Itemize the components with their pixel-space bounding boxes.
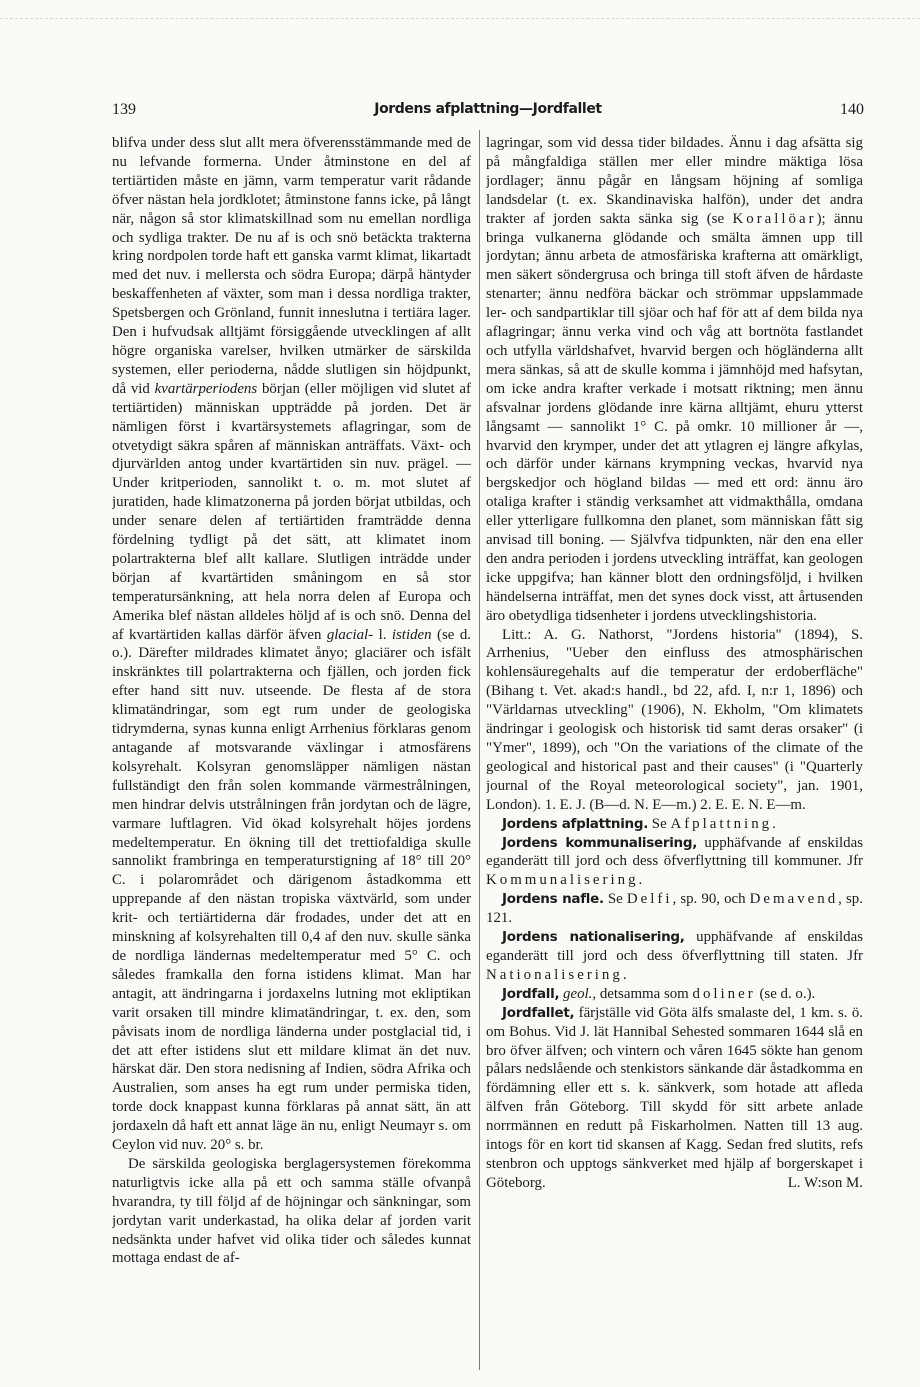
right-column (486, 134, 863, 1364)
headword: Jordens kommunalisering, (502, 834, 698, 851)
entry-jordfallet: Jordfallet, färjställe vid Göta älfs smalaste del, 1 km. s. ö. om Bohus. Vid J. lät Hannibal Sehested sommaren 1644 slå en bro öfver älfven; och vintern och våren 1645 sökte han genom pålars nedslående och stenkistors sänkande där åstadkomma en fördämning eller ett s. k. sänkverk, som hotade att afleda älfven från Göteborg. Till skydd för sitt arbete anlade norrmännen en redutt på Fiskarholmen. Natten till 13 aug. intogs för en kort tid skansen af Kagg. Sedan fred slutits, refs stenbron och upptogs sänkverket med hjälp af borgerskapet i Göteborg. L. W:son M. (486, 1004, 863, 1191)
page-number-left: 139 (112, 101, 136, 118)
entry-jordens-kommunalisering: Jordens kommunalisering, upphäfvande af enskildas eganderätt till jord och dess öfverflyttning till kommuner. Jfr Kommunalisering. (486, 834, 863, 889)
entry-jordens-nafle: Jordens nafle. Se Delfi, sp. 90, och Demavend, sp. 121. (486, 891, 863, 927)
paragraph: De särskilda geologiska berglagersystemen förekomma naturligtvis icke alla på ett och samma ställe ofvanpå hvarandra, ty till följd af de höjningar och sänkningar, som jordytan varit underkastad, ha olika delar af jorden varit nedsänkta under hafvet vid olika tider och således kunnat mottaga endast de af- (112, 1155, 471, 1267)
entry-jordens-nationalisering: Jordens nationalisering, upphäfvande af enskildas eganderätt till jord och dess öfverflyttning till staten. Jfr Nationalisering. (486, 929, 863, 983)
page-header (112, 101, 864, 123)
cross-reference: Afplattning (670, 815, 773, 832)
headword: Jordfallet, (502, 1004, 575, 1021)
signature: 1. E. J. (B—d. N. E—m.) 2. E. E. N. E—m. (544, 796, 806, 813)
literature: Litt.: A. G. Nathorst, "Jordens historia" (1894), S. Arrhenius, "Ueber den einfluss des atmosphärischen kohlensäuregehalts auf die temperatur der erdoberfläche" (Bihang t. Vet. akad:s handl., bd 22, afd. I, n:r 1, 1896) och "Världarnas utveckling" (1906), N. Ekholm, "Om klimatets ändringar i geologisk och historisk tid samt deras orsaker" (i "Ymer", 1899), och "On the variations of the climate of the geological and historical past and their causes" (i "Quarterly journal of the Royal meteorological society", jan. 1901, London). 1. E. J. (B—d. N. E—m.) 2. E. E. N. E—m. (486, 626, 863, 813)
cross-reference: Kommunalisering (486, 872, 639, 889)
headword: Jordens nationalisering, (502, 929, 685, 946)
column-divider (479, 130, 480, 1370)
headword: Jordens nafle. (502, 891, 604, 908)
headword: Jordfall, (502, 985, 560, 1002)
entry-jordfall: Jordfall, geol., detsamma som doliner (se d. o.). (502, 985, 816, 1002)
entry-jordens-afplattning: Jordens afplattning. Se Afplattning. (502, 815, 776, 832)
paragraph: lagringar, som vid dessa tider bildades. Ännu i dag afsätta sig på mångfaldiga ställen mer eller mindre mäktiga lösa jordlager; ännu pågår en långsam höjning af somliga landsdelar (t. ex. Skandinaviska halfön), under det andra trakter af jorden sakta sänka sig (se Korallöar); ännu bringa vulkanerna glödande och smälta ämnen upp till jordytan; ännu arbeta de atmosfäriska krafterna att omärkligt, men säkert söndergrusa och bringa till stoft äfven de hårdaste stenarter; ännu nedföra bäckar och strömmar uppslammade ler- och sandpartiklar till sjöar och haf för att af dem bilda nya aflagringar; ännu verka vind och våg att bortnöta fastlandet och utfylla världshafvet, hvarvid bergen och högländerna allt mera sänkas, så att de skulle komma i jämnhöjd med hafsytan, om icke andra krafter verkade i motsatt riktning; men ännu afsvalnar jordens glödande inre kärna alltjämt, ehuru ytterst långsamt — sannolikt 1° C. på omkr. 10 millioner år —, hvarvid den krymper, under det att ytlagren ej längre afkylas, och därför under kärnans krympning veckas, hvarvid nya bergskedjor och högland bildas — med ett ord: ännu äro otaliga krafter i ständig verksamhet att vidmakthålla, omdana eller ytterligare fullkomna den planet, som människan fått sig anvisad till boning. — Självfva tidpunkten, när den ena eller den andra perioden i jordens utveckling inträffat, kan geologen icke uppgifva; han känner blott den ordningsföljd, i hvilken händelserna inträffat, men det synes dock visst, att årtusenden äro obetydliga tidsenheter i jordens utvecklingshistoria. (486, 135, 863, 624)
paragraph: blifva under dess slut allt mera öfverensstämmande med de nu lefvande formerna. Under åtminstone en del af tertiärtiden måste en jämn, varm temperatur varit rådande öfver nästan hela jordklotet; åtminstone fanns icke, på långt när, någon så stor klimatskillnad som nu emellan nordliga och sydliga trakter. De nu af is och snö betäckta trakterna kring nordpolen torde haft ett ganska varmt klimat, likartadt med det nuv. i mellersta och södra Europa; därpå häntyder beskaffenheten af växter, som man i dessa nordliga trakter, Spetsbergen och Grönland, funnit inneslutna i tertiära lager. Den i hufvudsak alltjämt försiggående utvecklingen af allt högre organiska varelser, hvilken utmärker de särskilda systemen, eller perioderna, nådde slutligen sin höjdpunkt, då vid kvartärperiodens början (eller möjligen vid slutet af tertiärtiden) människan uppträdde på jorden. Det är nämligen först i kvartärsystemets aflagringar, som de otvetydigt säkra spåren af människan anträffats. Växt- och djurvärlden antog under kvartärtiden sin nuv. prägel. — Under kritperioden, sannolikt t. o. m. mot slutet af juratiden, hade klimatzonerna på jorden börjat utbildas, och under senare delen af tertiärtiden framträdde denna fördelning tydligt på det sätt, att klimatet inom polartrakterna blef allt kallare. Slutligen inträdde under början af kvartärtiden småningom en så stor temperatursänkning, att hela norra delen af Europa och Amerika blef nästan alldeles höljd af is och snö. Denna del af kvartärtiden kallas därför äfven glacial- l. istiden (se d. o.). Därefter mildrades klimatet ånyo; glaciärer och isfält inskränktes till polartrakterna och fjällen, och jorden fick efter hand sitt nuv. utseende. De flesta af de stora klimatändringar, som egt rum under de geologiska tidrymderna, synas kunna enligt Arrhenius förklaras genom antagande af motsvarande växlingar i atmosfärens kolsyrehalt. Kolsyran genomsläpper nämligen nästan fullständigt den från solen kommande värmestrålningen, men hindrar delvis utstrålningen från jordytan och de lägre, varmare luftlagren. Vid ökad kolsyrehalt höjes jordens medeltemperatur. En ökning till det trettiofaldiga skulle sannolikt frambringa en temperaturstigning af 18° till 20° C. i polarområdet och därigenom åstadkomma ett upprepande af den nästan tropiska växtvärld, som under krit- och tertiärtiderna där frodades, under det att en minskning af kolsyrehalten till 0,4 af den nuv. skulle sänka de nordliga ländernas medeltemperatur med 5° C. och således framkalla den forna istidens klimat. Man har antagit, att ändringarna i jordaxelns lutning mot ekliptikan varit orsaken till mindre klimatändringar, t. ex. den, som påvisats inom de nordliga länderna under postglacial tid, i det att efter istidens slut ett mildare klimat än det nuv. härskat där. Den stora nedisning af Indien, södra Afrika och Australien, som anses ha egt rum under permiska tiden, torde dock knappast kunna förklaras på annat sätt, än att jordaxeln då haft ett annat läge än nu, enligt Neumayr s. om Ceylon vid nuv. 20° s. br. (112, 135, 471, 1154)
headword: Jordens afplattning. (502, 815, 649, 832)
running-title: Jordens afplattning—Jordfallet (374, 101, 602, 117)
cross-reference: Delfi (626, 891, 673, 908)
cross-reference: doliner (692, 985, 756, 1002)
signature: L. W:son M. (787, 1174, 863, 1191)
cross-reference: Nationalisering (486, 966, 623, 983)
page-number-right: 140 (840, 101, 864, 118)
page-edge-line (0, 18, 920, 19)
left-column (112, 134, 471, 1364)
cross-reference: Demavend (749, 891, 839, 908)
